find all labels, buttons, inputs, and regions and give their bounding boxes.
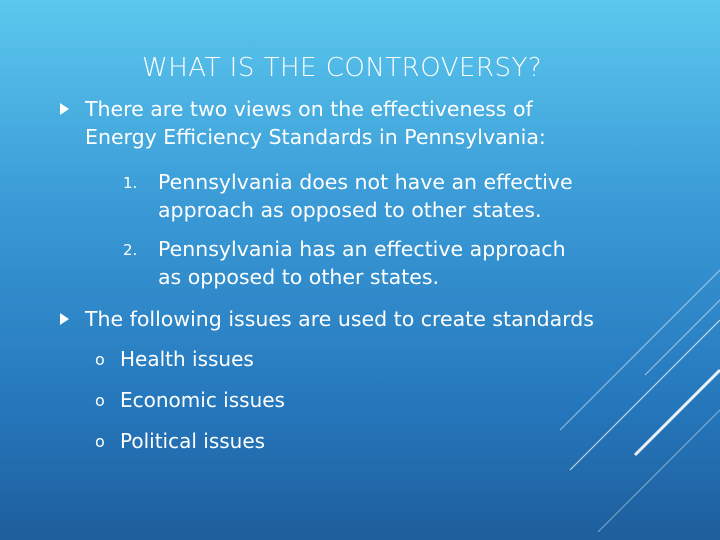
issue-label: Political issues [120, 429, 266, 453]
circle-bullet-icon: o [95, 350, 105, 369]
bullet-issues [85, 305, 665, 333]
triangle-bullet-icon [60, 103, 69, 115]
bullet-two-views [85, 95, 645, 151]
issue-item-economic [95, 386, 285, 414]
issue-item-health [95, 345, 254, 373]
deco-line-4 [635, 370, 720, 455]
deco-line-5 [598, 410, 720, 532]
triangle-bullet-icon [60, 313, 69, 325]
deco-line-1 [560, 270, 720, 430]
issue-label: Health issues [120, 347, 254, 371]
numbered-line: Pennsylvania has an effective approach [158, 237, 566, 261]
circle-bullet-icon: o [95, 432, 105, 451]
issue-label: Economic issues [120, 388, 285, 412]
bullet-line: There are two views on the effectiveness of [85, 97, 533, 121]
bullet-line: The following issues are used to create standards [85, 307, 594, 331]
bullet-line: Energy Efficiency Standards in Pennsylvania: [85, 125, 546, 149]
numbered-line: as opposed to other states. [158, 265, 440, 289]
deco-line-3 [570, 320, 720, 470]
slide-title: WHAT IS THE CONTROVERSY? [142, 53, 543, 83]
list-number: 1. [123, 174, 138, 192]
list-number: 2. [123, 241, 138, 259]
circle-bullet-icon: o [95, 391, 105, 410]
numbered-item-1 [123, 168, 658, 224]
numbered-item-2 [123, 235, 658, 291]
numbered-line: approach as opposed to other states. [158, 198, 542, 222]
numbered-line: Pennsylvania does not have an effective [158, 170, 573, 194]
issue-item-political [95, 427, 266, 455]
